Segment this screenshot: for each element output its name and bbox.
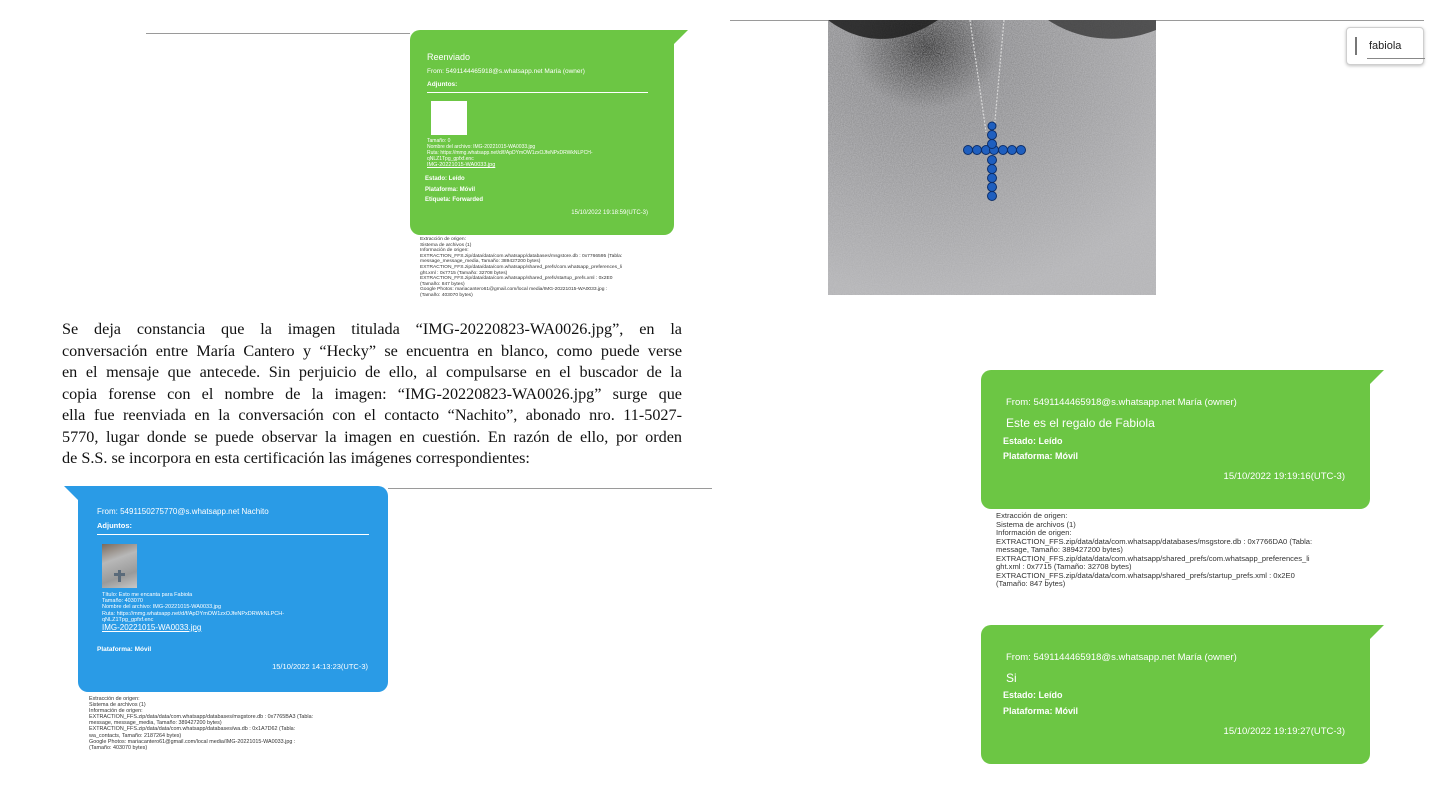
attachment-size: Tamaño: 403070 [102,598,143,605]
origin-line: Google Photos: mariacantero61@gmail.com/local media/IMG-20221015-WA0033.jpg : [89,738,296,745]
origin-line: Extracción de origen: [420,237,466,242]
origin-line: Sistema de archivos (1) [89,702,146,709]
attachment-filename: Nombre del archivo: IMG-20221015-WA0033.jpg [102,604,222,611]
attachment-path: Ruta: https://mmg.whatsapp.net/d/f/ApDYmOW1zxOJfeNPxDRWkNLPCH- [427,150,593,156]
attachment-link[interactable]: IMG-20221015-WA0033.jpg [427,162,496,168]
origin-line: Información de origen: [996,528,1072,537]
message-bubble-nachito [78,486,388,692]
paragraph-line: copia forense con el nombre de la imagen: “IMG-20220823-WA0026.jpg” surge que [62,384,682,403]
message-bubble-forwarded [410,30,674,235]
message-bubble-si [981,625,1370,764]
origin-line: EXTRACTION_FFS.zip/data/data/com.whatsapp/shared_prefs/startup_prefs.xml : 0x2E0 [996,570,1295,580]
message-platform: Plataforma: Móvil [425,187,476,193]
origin-line: ght.xml : 0x7715 (Tamaño: 32708 bytes) [420,270,508,276]
bubble-tail [64,486,78,500]
message-bubble-regalo [981,370,1370,509]
message-platform: Plataforma: Móvil [97,646,152,653]
origin-line: message, Tamaño: 389427200 bytes) [996,545,1123,554]
origin-line: EXTRACTION_FFS.zip/data/data/com.whatsapp/shared_prefs/startup_prefs.xml : 0x2E0 [420,276,613,282]
search-box[interactable] [1346,27,1424,65]
message-sender: From: 5491144465918@s.whatsapp.net María (owner) [1006,652,1237,663]
message-platform: Plataforma: Móvil [1003,706,1079,716]
origin-line: EXTRACTION_FFS.zip/data/data/com.whatsapp/databases/msgstore.db : 0x7766DA0 (Tabla: [996,536,1313,546]
divider-top-right [730,20,828,21]
attachment-link[interactable]: IMG-20221015-WA0033.jpg [102,623,202,633]
bubble-tail [1370,370,1384,384]
attachment-title: Título: Esto me encanta para Fabiola [102,592,193,598]
attachment-details [102,592,284,633]
extraction-info-top-left [420,237,622,299]
origin-line: Información de origen: [420,248,469,254]
message-tag: Etiqueta: Forwarded [425,197,484,203]
search-underline [1367,58,1425,59]
origin-line: ght.xml : 0x7715 (Tamaño: 32708 bytes) [996,562,1132,571]
message-body: Este es el regalo de Fabiola [1006,416,1155,430]
origin-line: (Tamaño: 403070 bytes) [420,292,473,298]
paragraph-line: Se deja constancia que la imagen titulada “IMG-20220823-WA0026.jpg”, en la [62,320,682,338]
bubble-tail [1370,625,1384,639]
search-cursor-bar [1355,37,1357,55]
origin-line: (Tamaño: 403070 bytes) [89,744,148,751]
divider-mid [388,488,712,489]
message-timestamp: 15/10/2022 19:18:59(UTC-3) [571,210,648,216]
attachment-path-cont: qNLZ1Tpg_gpfxf.enc [102,616,154,623]
attachments-divider [427,92,648,93]
attachment-path-cont: qNLZ1Tpg_gpfxf.enc [427,156,474,162]
origin-line: Extracción de origen: [89,696,140,702]
message-sender: From: 5491144465918@s.whatsapp.net María (owner) [427,68,585,75]
origin-line: Extracción de origen: [996,511,1068,520]
origin-line: EXTRACTION_FFS.zip/data/data/com.whatsapp/databases/msgstore.db : 0x7765BA3 (Tabla: [89,714,314,721]
origin-line: Sistema de archivos (1) [996,519,1076,529]
forwarded-label: Reenviado [427,52,471,62]
message-platform: Plataforma: Móvil [1003,451,1079,461]
message-body: Si [1006,671,1017,685]
message-timestamp: 15/10/2022 14:13:23(UTC-3) [272,662,368,671]
origin-line: EXTRACTION_FFS.zip/data/data/com.whatsapp/databases/msgstore.db : 0x7766595 (Tabla: [420,253,623,259]
bubble-tail [674,30,688,44]
divider-top-left [146,33,410,34]
origin-line: wa_contacts, Tamaño: 2187264 bytes) [89,732,182,739]
cross-necklace-photo[interactable] [828,20,1156,295]
message-status: Estado: Leído [425,176,465,182]
attachment-path: Ruta: https://mmg.whatsapp.net/d/f/ApDYmOW1zxOJfeNPxDRWkNLPCH- [102,610,285,617]
blank-image-thumbnail[interactable] [431,101,467,135]
paragraph-line: en el mensaje que antecede. Sin perjuicio de ello, al compulsarse en el buscador de la [62,363,682,381]
divider-top-right-2 [1156,20,1424,21]
origin-line: Google Photos: mariacantero61@gmail.com/local media/IMG-20221015-WA0033.jpg : [420,287,608,293]
origin-line: Información de origen: [89,708,143,715]
origin-line: message_message_media, Tamaño: 389427200 bytes) [420,259,541,265]
paragraph-line: conversación entre María Cantero y “Hecky” se encuentra en blanco, como puede verse [62,341,682,360]
attachment-size: Tamaño: 0 [427,138,451,144]
attachments-label: Adjuntos: [97,521,132,530]
attachment-filename: Nombre del archivo: IMG-20221015-WA0033.jpg [427,144,536,150]
extraction-info-bottom-left [89,696,313,751]
origin-line: Sistema de archivos (1) [420,242,472,248]
cross-thumbnail-graphic [102,544,137,588]
paragraph-line: 5770, lugar donde se puede observar la imagen en cuestión. En razón de ello, por orden [62,427,682,446]
search-input[interactable]: fabiola [1369,40,1402,52]
origin-line: (Tamaño: 847 bytes) [996,579,1066,588]
message-sender: From: 5491144465918@s.whatsapp.net María (owner) [1006,397,1237,408]
cross-image-thumbnail[interactable] [102,544,137,588]
attachments-divider [97,534,369,535]
message-timestamp: 15/10/2022 19:19:27(UTC-3) [1223,726,1345,737]
attachments-label: Adjuntos: [427,81,458,88]
cross-necklace-graphic [828,20,1156,295]
message-status: Estado: Leído [1003,690,1063,700]
origin-line: EXTRACTION_FFS.zip/data/data/com.whatsapp/shared_prefs/com.whatsapp_preferences_li [420,264,622,270]
message-timestamp: 15/10/2022 19:19:16(UTC-3) [1223,471,1345,482]
paragraph-line: ella fue reenviada en la conversación con el contacto “Nachito”, abonado nro. 11-5027- [62,406,682,424]
origin-line: EXTRACTION_FFS.zip/data/data/com.whatsapp/shared_prefs/com.whatsapp_preferences_li [996,553,1310,563]
origin-line: message, message_media, Tamaño: 389427200 bytes) [89,720,222,727]
message-status: Estado: Leído [1003,436,1063,446]
attachment-details [427,138,593,168]
certification-paragraph [62,319,682,470]
extraction-info-right [996,512,1312,589]
origin-line: EXTRACTION_FFS.zip/data/data/com.whatsapp/databases/wa.db : 0x1A7D62 (Tabla: [89,726,296,733]
message-sender: From: 5491150275770@s.whatsapp.net Nachito [97,507,269,516]
origin-line: (Tamaño: 847 bytes) [420,281,465,287]
paragraph-line: de S.S. se incorpora en esta certificación las imágenes correspondientes: [62,449,530,467]
